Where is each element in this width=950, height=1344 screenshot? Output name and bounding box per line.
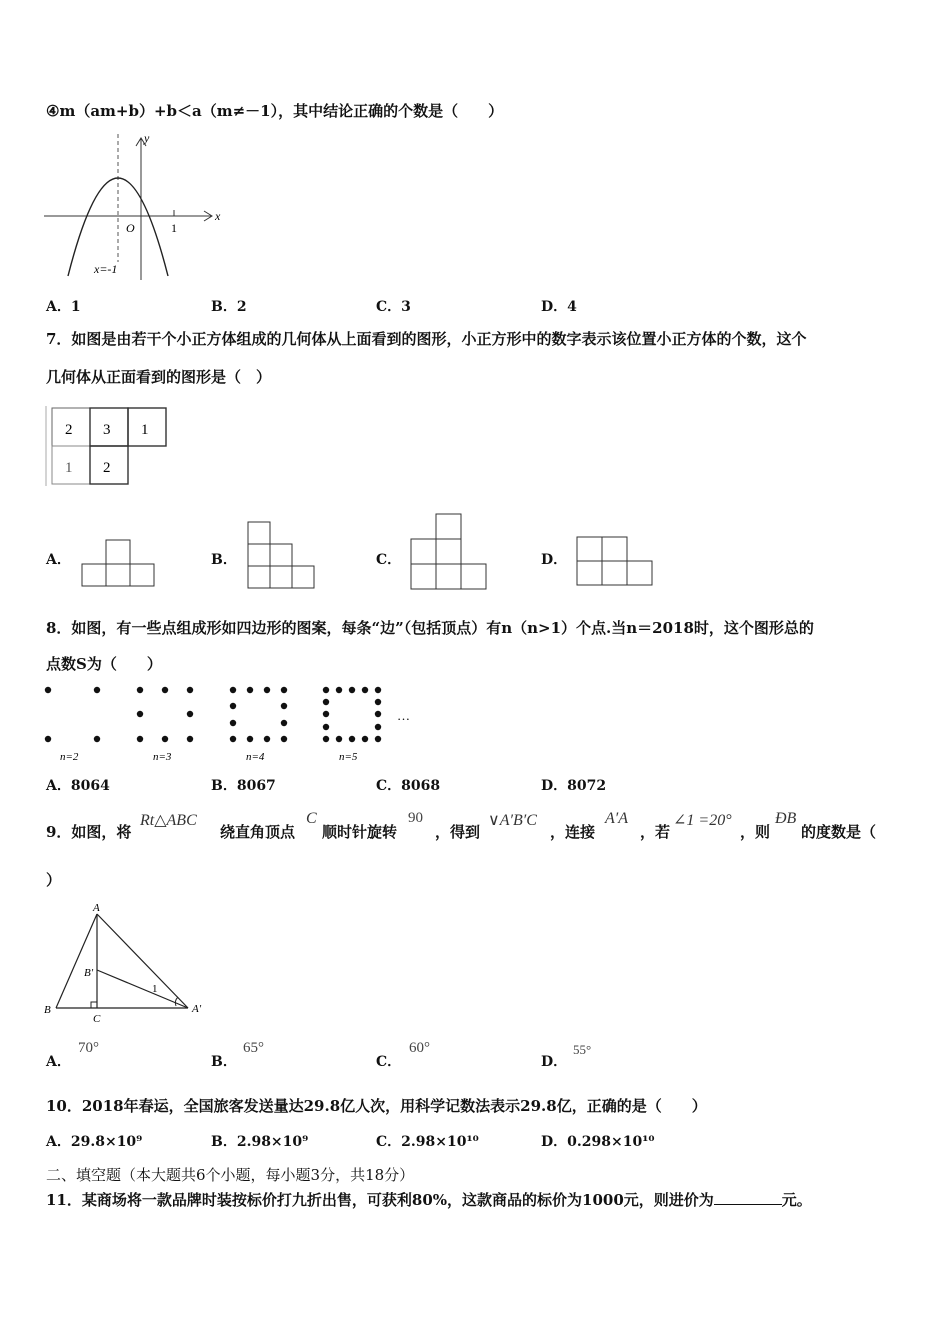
q9-math-rt-triangle: Rt△ABC (140, 812, 197, 829)
q10-option-b[interactable]: B．2.98×10⁹ (211, 1134, 309, 1150)
q9-text-5: ，连接 (550, 823, 596, 841)
q7-option-b-figure[interactable] (246, 520, 318, 592)
q9-text-4: ，得到 (435, 823, 481, 841)
q10-option-d[interactable]: D．0.298×10¹⁰ (541, 1134, 655, 1150)
angle-one-label: 1 (152, 983, 158, 995)
q9-math-angle-b: ÐB (775, 810, 797, 827)
q10-option-c[interactable]: C．2.98×10¹⁰ (376, 1134, 479, 1150)
q9-option-d-value[interactable]: 55° (573, 1042, 592, 1057)
caption-n3: n=3 (153, 751, 172, 763)
grid-cell-value: 1 (65, 460, 73, 476)
caption-n5: n=5 (339, 751, 358, 763)
q11-text-after: 元。 (781, 1191, 812, 1209)
q10-option-a[interactable]: A．29.8×10⁹ (46, 1134, 143, 1150)
q9-math-vertex: C (306, 810, 317, 827)
q8-option-c[interactable]: C．8068 (376, 778, 441, 794)
q9-math-rotated-triangle: ∨A′B′C (488, 812, 537, 829)
q9-text-7: ，则 (740, 823, 771, 841)
q7-option-a-figure[interactable] (80, 536, 158, 590)
vertex-a-label: A (93, 902, 100, 914)
q9-close-paren: ） (46, 871, 62, 889)
grid-cell-value: 1 (141, 422, 149, 438)
q8-option-d[interactable]: D．8072 (541, 778, 607, 794)
q6-option-b[interactable]: B．2 (211, 299, 247, 315)
q8-option-a[interactable]: A．8064 (46, 778, 110, 794)
q9-option-c-value[interactable]: 60° (409, 1040, 430, 1056)
q11-text-before: 11．某商场将一款品牌时装按标价打九折出售，可获利80%，这款商品的标价为1000元，则进价为 (46, 1191, 714, 1209)
ellipsis: … (397, 708, 410, 723)
q8-option-b[interactable]: B．8067 (211, 778, 276, 794)
q9-triangle-figure (40, 900, 220, 1026)
vertex-a-prime-label: A′ (192, 1003, 202, 1015)
q6-option-a[interactable]: A．1 (46, 299, 81, 315)
q6-parabola-graph (40, 130, 230, 282)
q9-option-b-label[interactable]: B． (211, 1054, 237, 1070)
q9-option-d-label[interactable]: D． (541, 1054, 568, 1070)
q8-stem-line1: 8．如图，有一些点组成形如四边形的图案，每条“边”（包括顶点）有n（n>1）个点.当n＝2018时，这个图形总的 (46, 619, 814, 637)
q9-option-a-label[interactable]: A． (46, 1054, 71, 1070)
q7-option-b-label[interactable]: B． (211, 552, 237, 568)
q9-option-a-value[interactable]: 70° (78, 1040, 99, 1056)
grid-cell-value: 2 (65, 422, 73, 438)
q6-option-d[interactable]: D．4 (541, 299, 577, 315)
q11-answer-blank[interactable] (714, 1190, 782, 1205)
axis-equation-label: x=-1 (94, 262, 118, 276)
q9-text-8: 的度数是（ (801, 823, 877, 841)
q6-stem: ④m（am+b）+b＜a（m≠－1），其中结论正确的个数是（ ） (46, 102, 504, 120)
q7-stem-line1: 7．如图是由若干个小正方体组成的几何体从上面看到的图形，小正方形中的数字表示该位置小正方体的个数，这个 (46, 330, 807, 348)
y-label: y (144, 131, 150, 145)
q7-option-c-label[interactable]: C． (376, 552, 402, 568)
q7-option-a-label[interactable]: A． (46, 552, 71, 568)
vertex-b-label: B (44, 1004, 51, 1016)
q9-text-3: 顺时针旋转 (322, 823, 398, 841)
q8-stem-line2: 点数S为（ ） (46, 655, 162, 673)
q9-math-angle90: 90 (408, 810, 423, 826)
grid-cell-value: 3 (103, 422, 111, 438)
q7-option-d-figure[interactable] (574, 535, 656, 589)
q9-option-b-value[interactable]: 65° (243, 1040, 264, 1056)
q7-stem-line2: 几何体从正面看到的图形是（ ） (46, 368, 272, 386)
q9-text-2: 绕直角顶点 (220, 823, 296, 841)
q9-math-angle1: ∠1 =20° (673, 812, 732, 829)
origin-label: O (126, 221, 135, 235)
q11-stem (46, 1190, 812, 1210)
q7-option-c-figure[interactable] (408, 512, 490, 592)
q9-text-6: ，若 (640, 823, 671, 841)
x-label: x (215, 209, 221, 223)
vertex-b-prime-label: B′ (84, 967, 94, 979)
vertex-c-label: C (93, 1013, 101, 1025)
caption-n2: n=2 (60, 751, 79, 763)
q9-math-segment: A′A (605, 810, 629, 827)
q10-stem: 10．2018年春运，全国旅客发送量达29.8亿人次，用科学记数法表示29.8亿，正确的是（ ） (46, 1097, 707, 1115)
q9-text-1: 9．如图，将 (46, 823, 132, 841)
tick-one-label: 1 (171, 221, 177, 235)
q6-option-c[interactable]: C．3 (376, 299, 411, 315)
q7-option-d-label[interactable]: D． (541, 552, 568, 568)
section-heading: 二、填空题（本大题共6个小题，每小题3分，共18分） (46, 1166, 415, 1184)
grid-cell-value: 2 (103, 460, 111, 476)
q9-option-c-label[interactable]: C． (376, 1054, 402, 1070)
q8-dot-patterns (40, 680, 420, 770)
caption-n4: n=4 (246, 751, 265, 763)
q7-top-view-grid (44, 404, 174, 490)
